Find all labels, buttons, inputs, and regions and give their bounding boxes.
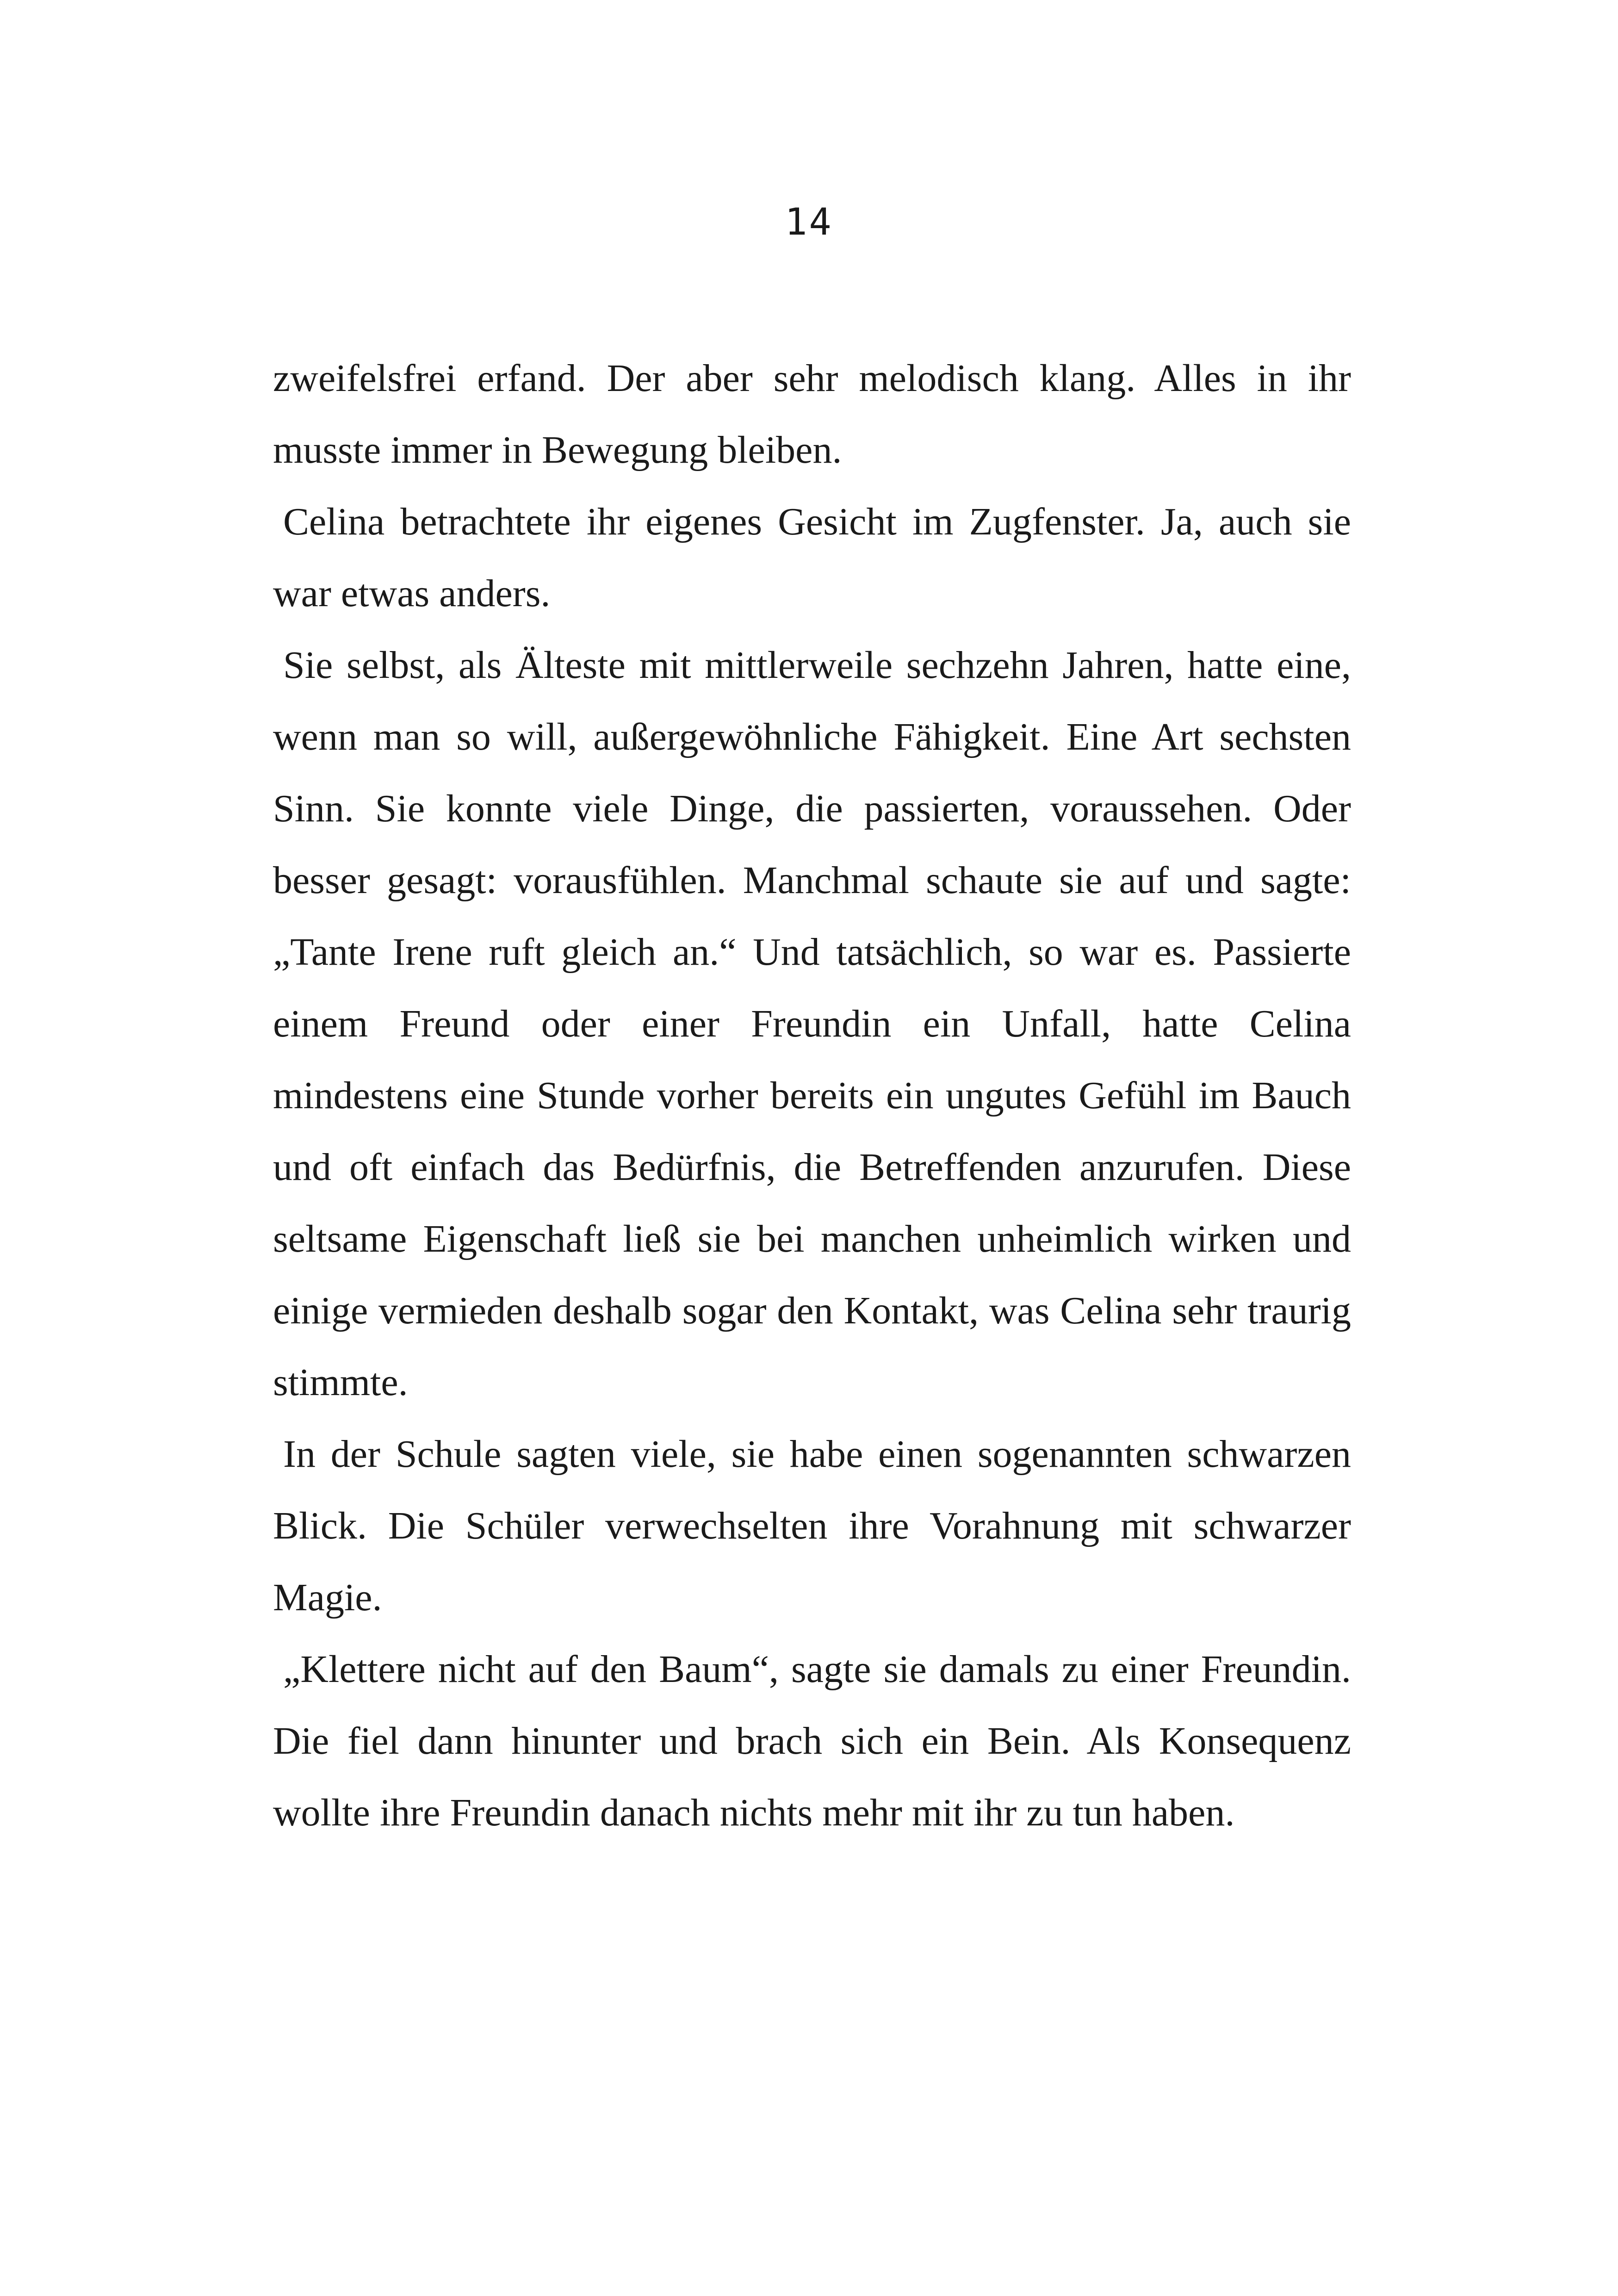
paragraph-2: Celina betrachtete ihr eigenes Gesicht im Zugfenster. Ja, auch sie war etwas anders. [273,500,1351,615]
paragraph-4: In der Schule sagten viele, sie habe einen sogenannten schwarzen Blick. Die Schüler verwechselten ihre Vorahnung mit schwarzer Magie. [273,1433,1351,1619]
page-number: 14 [785,200,833,243]
paragraph-3: Sie selbst, als Älteste mit mittlerweile sechzehn Jahren, hatte eine, wenn man so will, außergewöhnliche Fähigkeit. Eine Art sechsten Sinn. Sie konnte viele Dinge, die passierten, voraussehen. Oder besser gesagt: vorausfühlen. Manchmal schaute sie auf und sagte: „Tante Irene ruft gleich an.“ Und tatsächlich, so war es. Passierte einem Freund oder einer Freundin ein Unfall, hatte Celina mindestens eine Stunde vorher bereits ein ungutes Gefühl im Bauch und oft einfach das Bedürfnis, die Betreffenden anzurufen. Diese seltsame Eigenschaft ließ sie bei manchen unheimlich wirken und einige vermieden deshalb sogar den Kontakt, was Celina sehr traurig stimmte. [273,644,1351,1404]
paragraph-5: „Klettere nicht auf den Baum“, sagte sie damals zu einer Freundin. Die fiel dann hinunter und brach sich ein Bein. Als Konsequenz wollte ihre Freundin danach nichts mehr mit ihr zu tun haben. [273,1648,1351,1834]
paragraph-1: zweifelsfrei erfand. Der aber sehr melodisch klang. Alles in ihr musste immer in Bewegung bleiben. [273,357,1351,472]
page-body-text [273,342,1351,1849]
